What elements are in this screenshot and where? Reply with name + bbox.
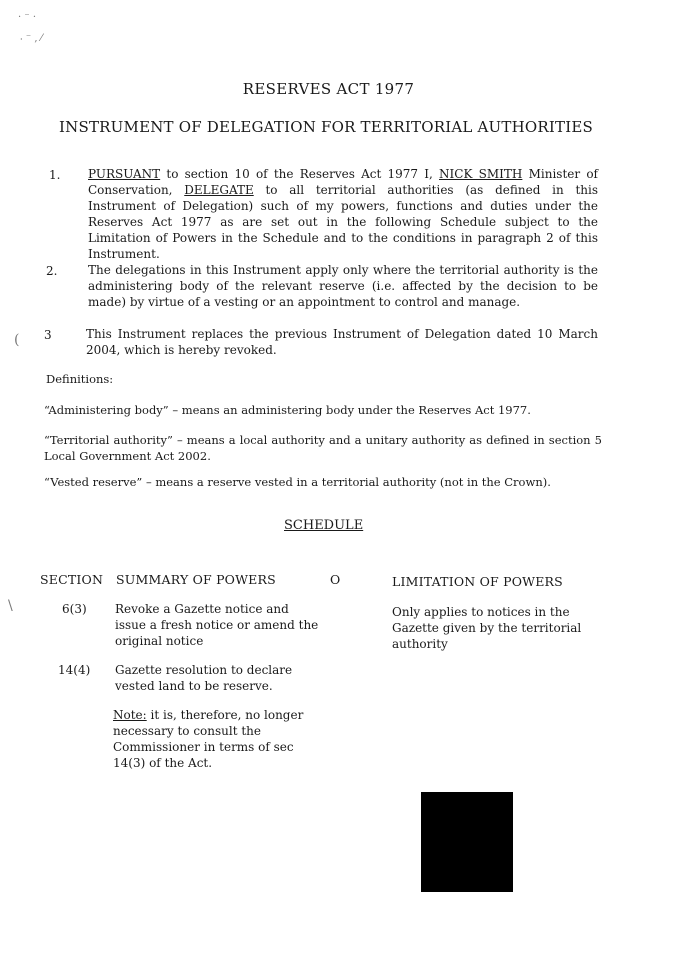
note-text: it is, therefore, no longer necessary to consult the Commissioner in terms of sec 14(3) of the Act. bbox=[113, 708, 304, 770]
definition-administering-body: “Administering body” – means an administering body under the Reserves Act 1977. bbox=[44, 403, 531, 417]
document-subtitle: INSTRUMENT OF DELEGATION FOR TERRITORIAL AUTHORITIES bbox=[59, 118, 593, 136]
schedule-heading: SCHEDULE bbox=[284, 518, 364, 533]
paragraph-1-delegate: DELEGATE bbox=[184, 183, 254, 197]
definition-territorial-authority: “Territorial authority” – means a local authority and a unitary authority as defined in section 5 Local Government Act 2002. bbox=[44, 433, 602, 463]
column-header-section: SECTION bbox=[40, 572, 104, 587]
paragraph-1-pursuant: PURSUANT bbox=[88, 167, 161, 181]
scan-smudge: · ⁻ · bbox=[18, 12, 36, 23]
column-header-limitation: LIMITATION OF POWERS bbox=[392, 574, 563, 589]
paragraph-1-text: to section 10 of the Reserves Act 1977 I, bbox=[160, 167, 440, 181]
note-label: Note: bbox=[113, 708, 147, 722]
paragraph-number: 3 bbox=[44, 328, 52, 342]
definitions-heading: Definitions: bbox=[46, 372, 114, 386]
paragraph-number: 2. bbox=[46, 264, 58, 278]
table-row-limitation: Only applies to notices in the Gazette given by the territorial authority bbox=[392, 605, 582, 651]
table-row-summary: Gazette resolution to declare vested land to be reserve. bbox=[115, 663, 293, 693]
table-row-section: 14(4) bbox=[58, 663, 91, 677]
paragraph-1-text: to all territorial authorities (as defined in this Instrument of Delegation) such of my powers, functions and duties under the Reserves Act 1977 as are set out in the following Schedule subject to the Limitation of Powers in the Schedule and to the conditions in paragraph 2 of this Instrument. bbox=[88, 183, 598, 261]
paragraph-1-text: Minister of Conservation, bbox=[88, 167, 598, 197]
paragraph-3: This Instrument replaces the previous Instrument of Delegation dated 10 March 2004, which is hereby revoked. bbox=[86, 327, 598, 357]
paragraph-1 bbox=[88, 166, 598, 262]
definition-vested-reserve: “Vested reserve” – means a reserve vested in a territorial authority (not in the Crown). bbox=[44, 475, 551, 489]
scan-smudge: \ bbox=[8, 598, 13, 614]
scan-smudge: ( bbox=[14, 332, 20, 348]
table-row-section: 6(3) bbox=[62, 602, 87, 616]
scan-smudge: ⸳ ⁻ , ⁄ bbox=[20, 33, 43, 44]
column-header-summary: SUMMARY OF POWERS bbox=[116, 572, 276, 587]
paragraph-number: 1. bbox=[49, 168, 61, 182]
table-row-note bbox=[113, 707, 323, 771]
redaction-block bbox=[421, 792, 513, 892]
document-title: RESERVES ACT 1977 bbox=[242, 80, 415, 98]
minister-name: NICK SMITH bbox=[439, 167, 523, 181]
table-row-summary: Revoke a Gazette notice and issue a fresh notice or amend the original notice bbox=[115, 602, 319, 648]
paragraph-2: The delegations in this Instrument apply only where the territorial authority is the administering body of the relevant reserve (i.e. affected by the decision to be made) by virtue of a vesting or an appointment to control and manage. bbox=[88, 263, 598, 309]
column-header-mark: O bbox=[330, 572, 341, 587]
